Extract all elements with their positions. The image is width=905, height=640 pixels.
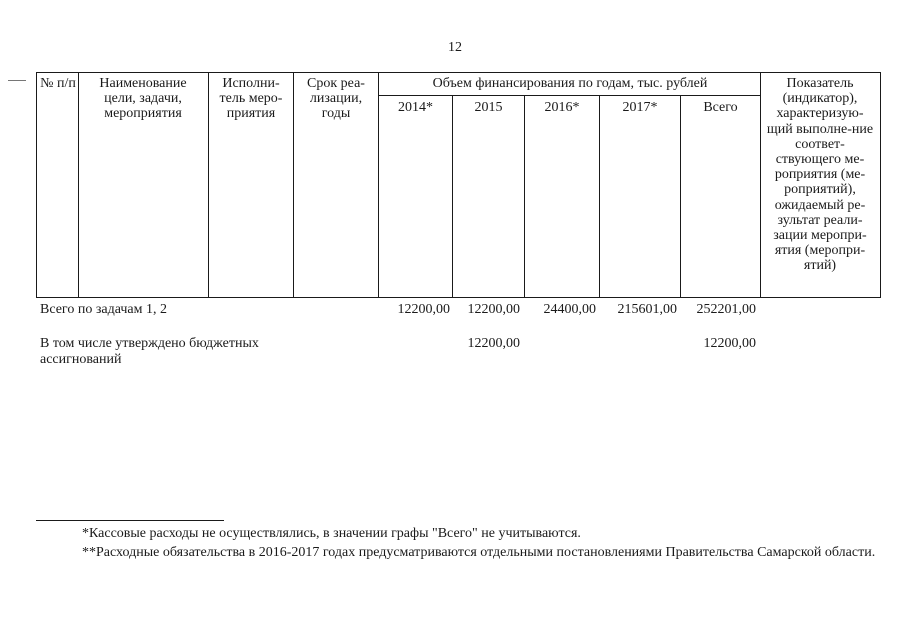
- scan-mark: [8, 80, 26, 81]
- row-value-total: 12200,00: [703, 336, 756, 351]
- header-indicator: Показатель (индикатор), характеризую-щий выполне-ние соответ-ствующего ме-роприятия (ме-роприятий), ожидаемый ре-зультат реали-зации меропри-ятия (меропри-ятий): [766, 76, 874, 274]
- header-year-2017: 2017*: [622, 100, 658, 115]
- header-term: Срок реа-лизации, годы: [307, 76, 365, 121]
- header-total: Всего: [703, 100, 738, 115]
- row-value-2015: 12200,00: [467, 302, 520, 317]
- header-name: Наименование цели, задачи, мероприятия: [99, 76, 187, 121]
- row-value-2014: 12200,00: [397, 302, 450, 317]
- row-value-total: 252201,00: [696, 302, 756, 317]
- header-funding: Объем финансирования по годам, тыс. рублей: [432, 76, 708, 91]
- row-value-2016: 24400,00: [543, 302, 596, 317]
- footnote-divider: [36, 520, 224, 521]
- header-year-2016: 2016*: [544, 100, 580, 115]
- header-executor: Исполни-тель меро-приятия: [219, 76, 283, 121]
- footnote-1: *Кассовые расходы не осуществлялись, в значении графы "Всего" не учитываются.: [82, 526, 581, 541]
- row-label: Всего по задачам 1, 2: [40, 302, 167, 317]
- row-value-2015: 12200,00: [467, 336, 520, 351]
- header-year-2015: 2015: [474, 100, 503, 115]
- header-num: № п/п: [40, 76, 76, 91]
- footnote-2: **Расходные обязательства в 2016-2017 годах предусматриваются отдельными постановлениями Правительства Самарской области.: [82, 545, 876, 560]
- row-label: В том числе утверждено бюджетных ассигнований: [40, 336, 259, 367]
- header-year-2014: 2014*: [398, 100, 433, 115]
- page-number: 12: [448, 40, 462, 55]
- row-value-2017: 215601,00: [617, 302, 677, 317]
